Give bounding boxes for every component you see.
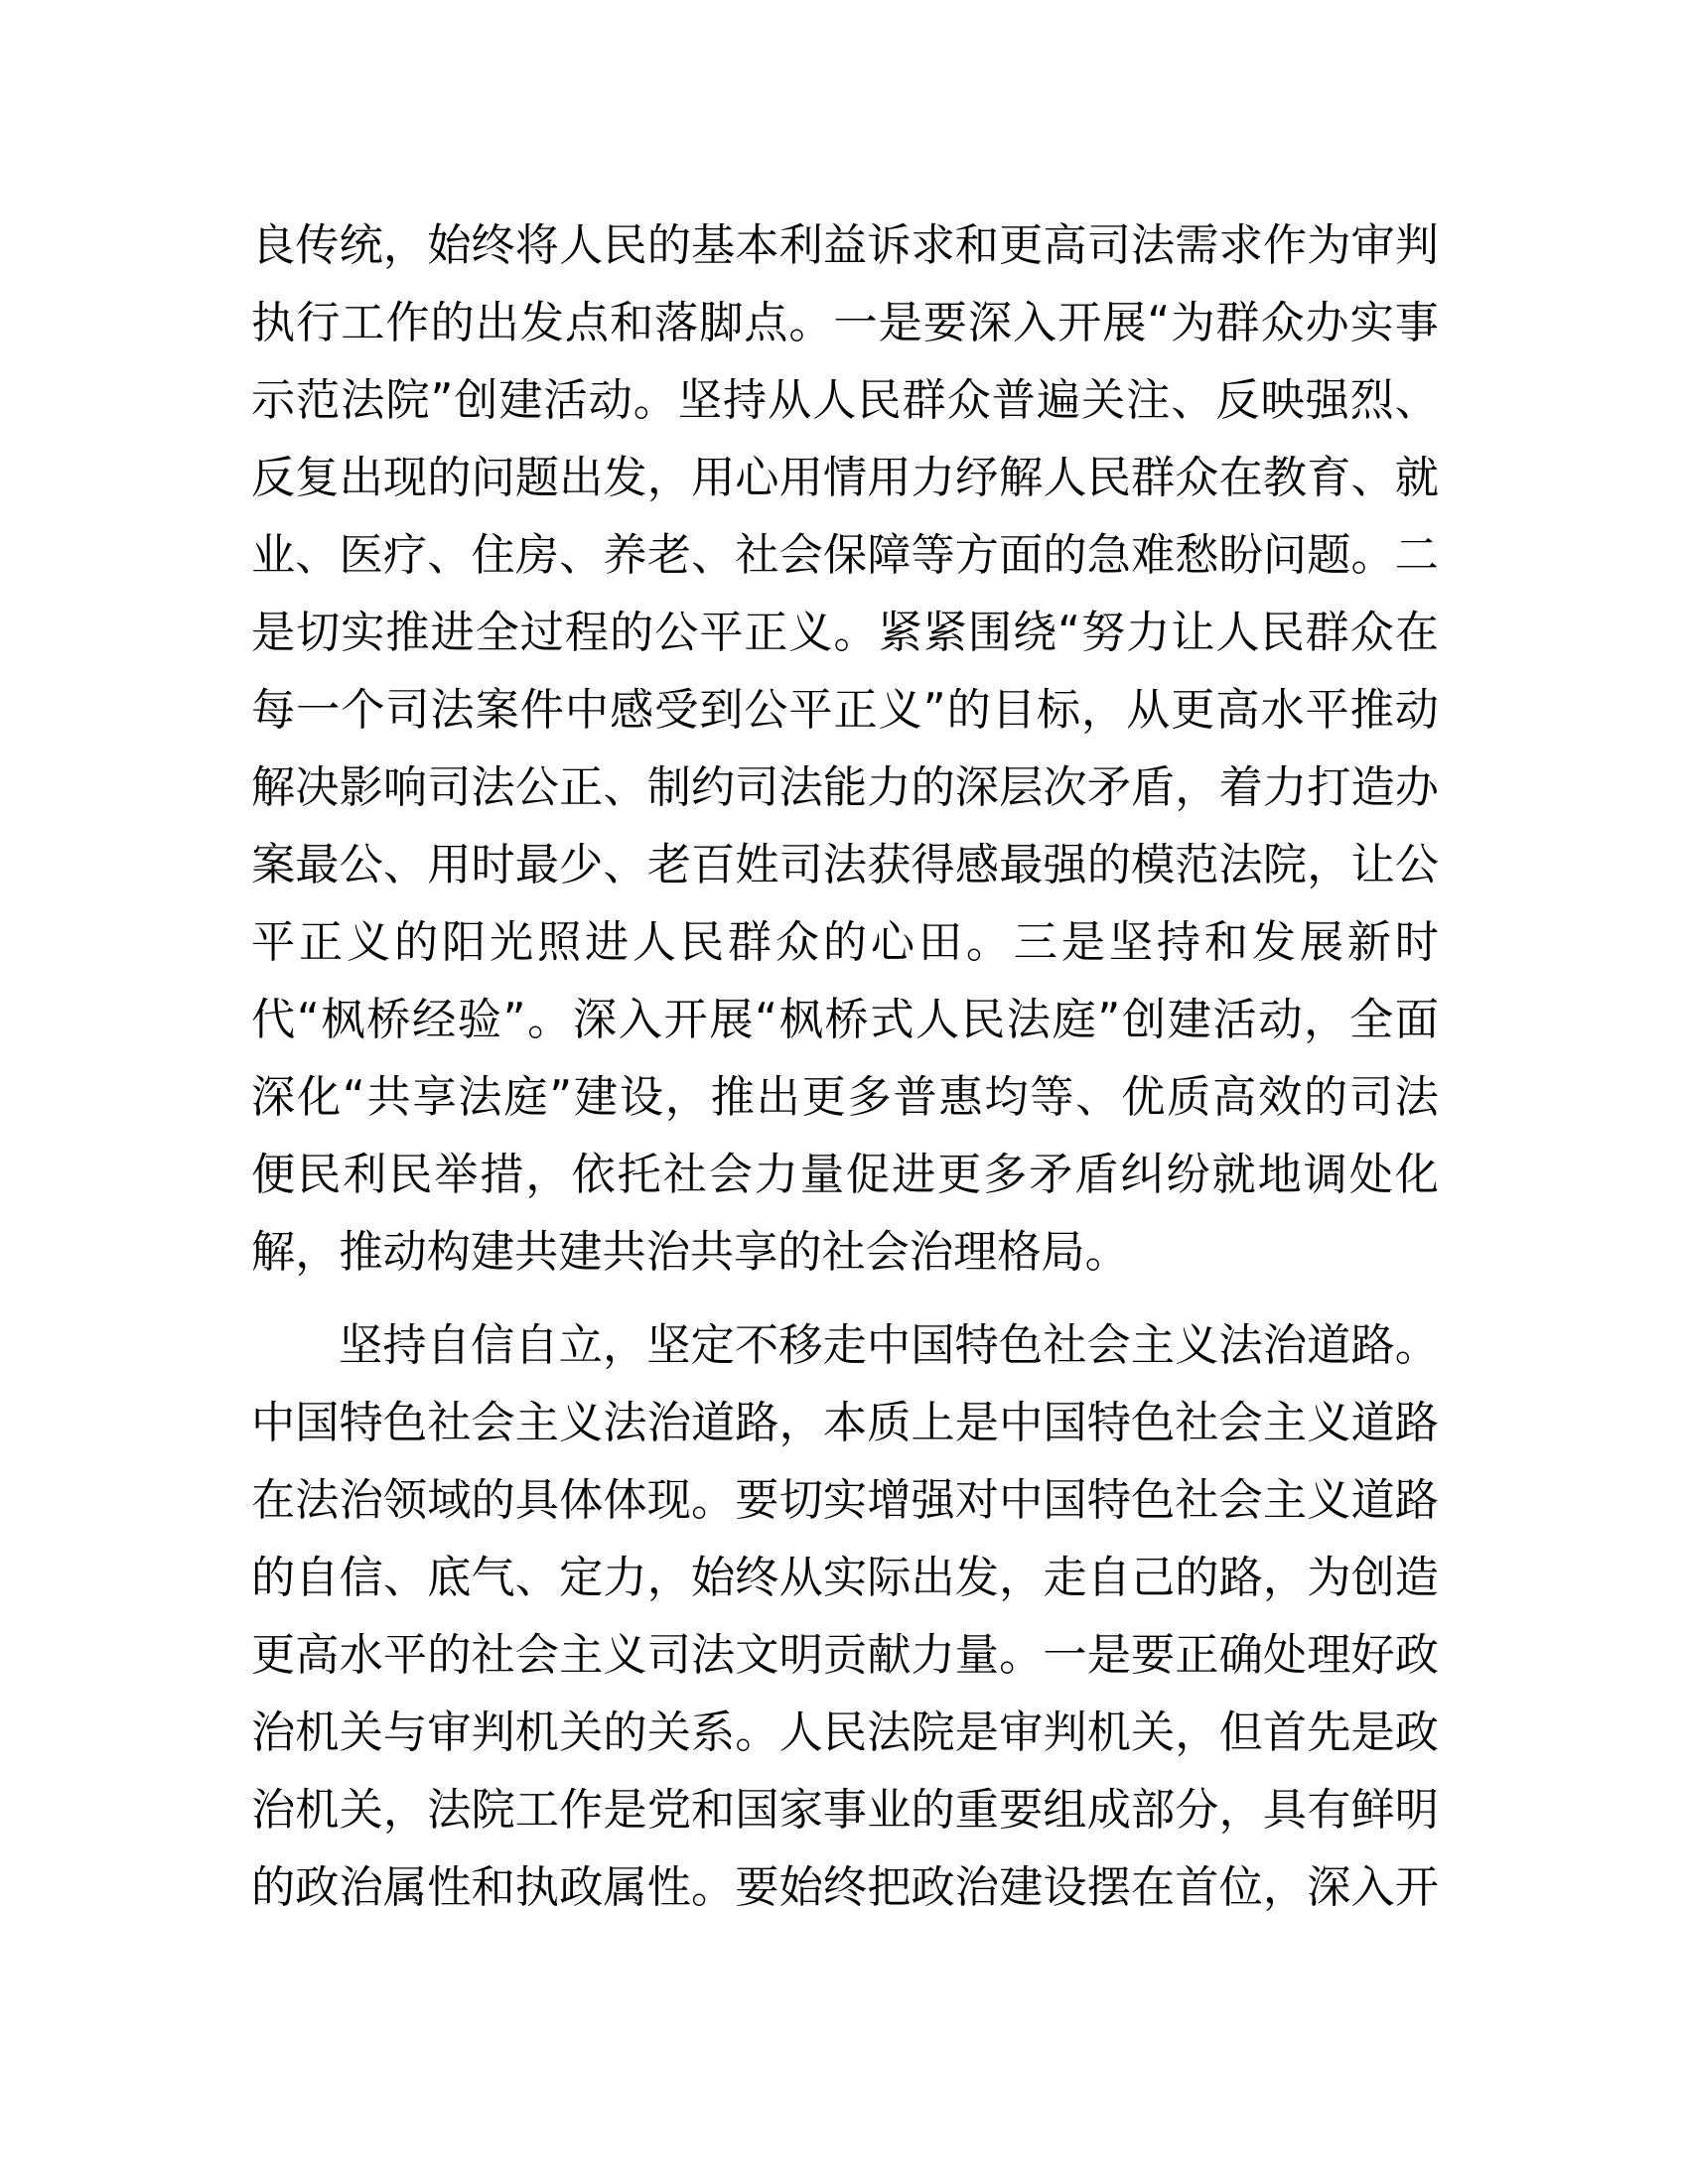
text-line: 反复出现的问题出发，用心用情用力纾解人民群众在教育、就	[251, 453, 1439, 503]
text-line: 便民利民举措，依托社会力量促进更多矛盾纠纷就地调处化	[251, 1150, 1439, 1200]
text-line: 解决影响司法公正、制约司法能力的深层次矛盾，着力打造办	[251, 762, 1439, 813]
text-line: 代“枫桥经验”。深入开展“枫桥式人民法庭”创建活动，全面	[251, 995, 1439, 1045]
paragraph-2	[251, 1307, 1439, 1927]
text-line: 平正义的阳光照进人民群众的心田。三是坚持和发展新时	[251, 917, 1439, 968]
text-line: 更高水平的社会主义司法文明贡献力量。一是要正确处理好政	[251, 1630, 1439, 1681]
text-line: 在法治领域的具体体现。要切实增强对中国特色社会主义道路	[251, 1475, 1439, 1526]
paragraph-1	[251, 207, 1439, 1292]
text-line: 的政治属性和执政属性。要始终把政治建设摆在首位，深入开	[251, 1862, 1439, 1913]
text-line: 案最公、用时最少、老百姓司法获得感最强的模范法院，让公	[251, 840, 1439, 890]
text-line: 业、医疗、住房、养老、社会保障等方面的急难愁盼问题。二	[251, 530, 1439, 581]
text-line-indented: 坚持自信自立，坚定不移走中国特色社会主义法治道路。	[339, 1320, 1439, 1371]
text-line: 的自信、底气、定力，始终从实际出发，走自己的路，为创造	[251, 1553, 1439, 1603]
document-body	[251, 207, 1439, 1927]
text-line: 解，推动构建共建共治共享的社会治理格局。	[251, 1227, 1129, 1278]
text-line: 深化“共享法庭”建设，推出更多普惠均等、优质高效的司法	[251, 1072, 1439, 1123]
text-line: 是切实推进全过程的公平正义。紧紧围绕“努力让人民群众在	[251, 608, 1439, 658]
text-line: 中国特色社会主义法治道路，本质上是中国特色社会主义道路	[251, 1398, 1439, 1448]
text-line: 治机关，法院工作是党和国家事业的重要组成部分，具有鲜明	[251, 1785, 1439, 1836]
text-line: 执行工作的出发点和落脚点。一是要深入开展“为群众办实事	[251, 298, 1439, 348]
text-line: 治机关与审判机关的关系。人民法院是审判机关，但首先是政	[251, 1707, 1439, 1758]
text-line: 示范法院”创建活动。坚持从人民群众普遍关注、反映强烈、	[251, 375, 1439, 426]
text-line: 良传统，始终将人民的基本利益诉求和更高司法需求作为审判	[251, 220, 1439, 271]
text-line: 每一个司法案件中感受到公平正义”的目标，从更高水平推动	[251, 685, 1439, 736]
